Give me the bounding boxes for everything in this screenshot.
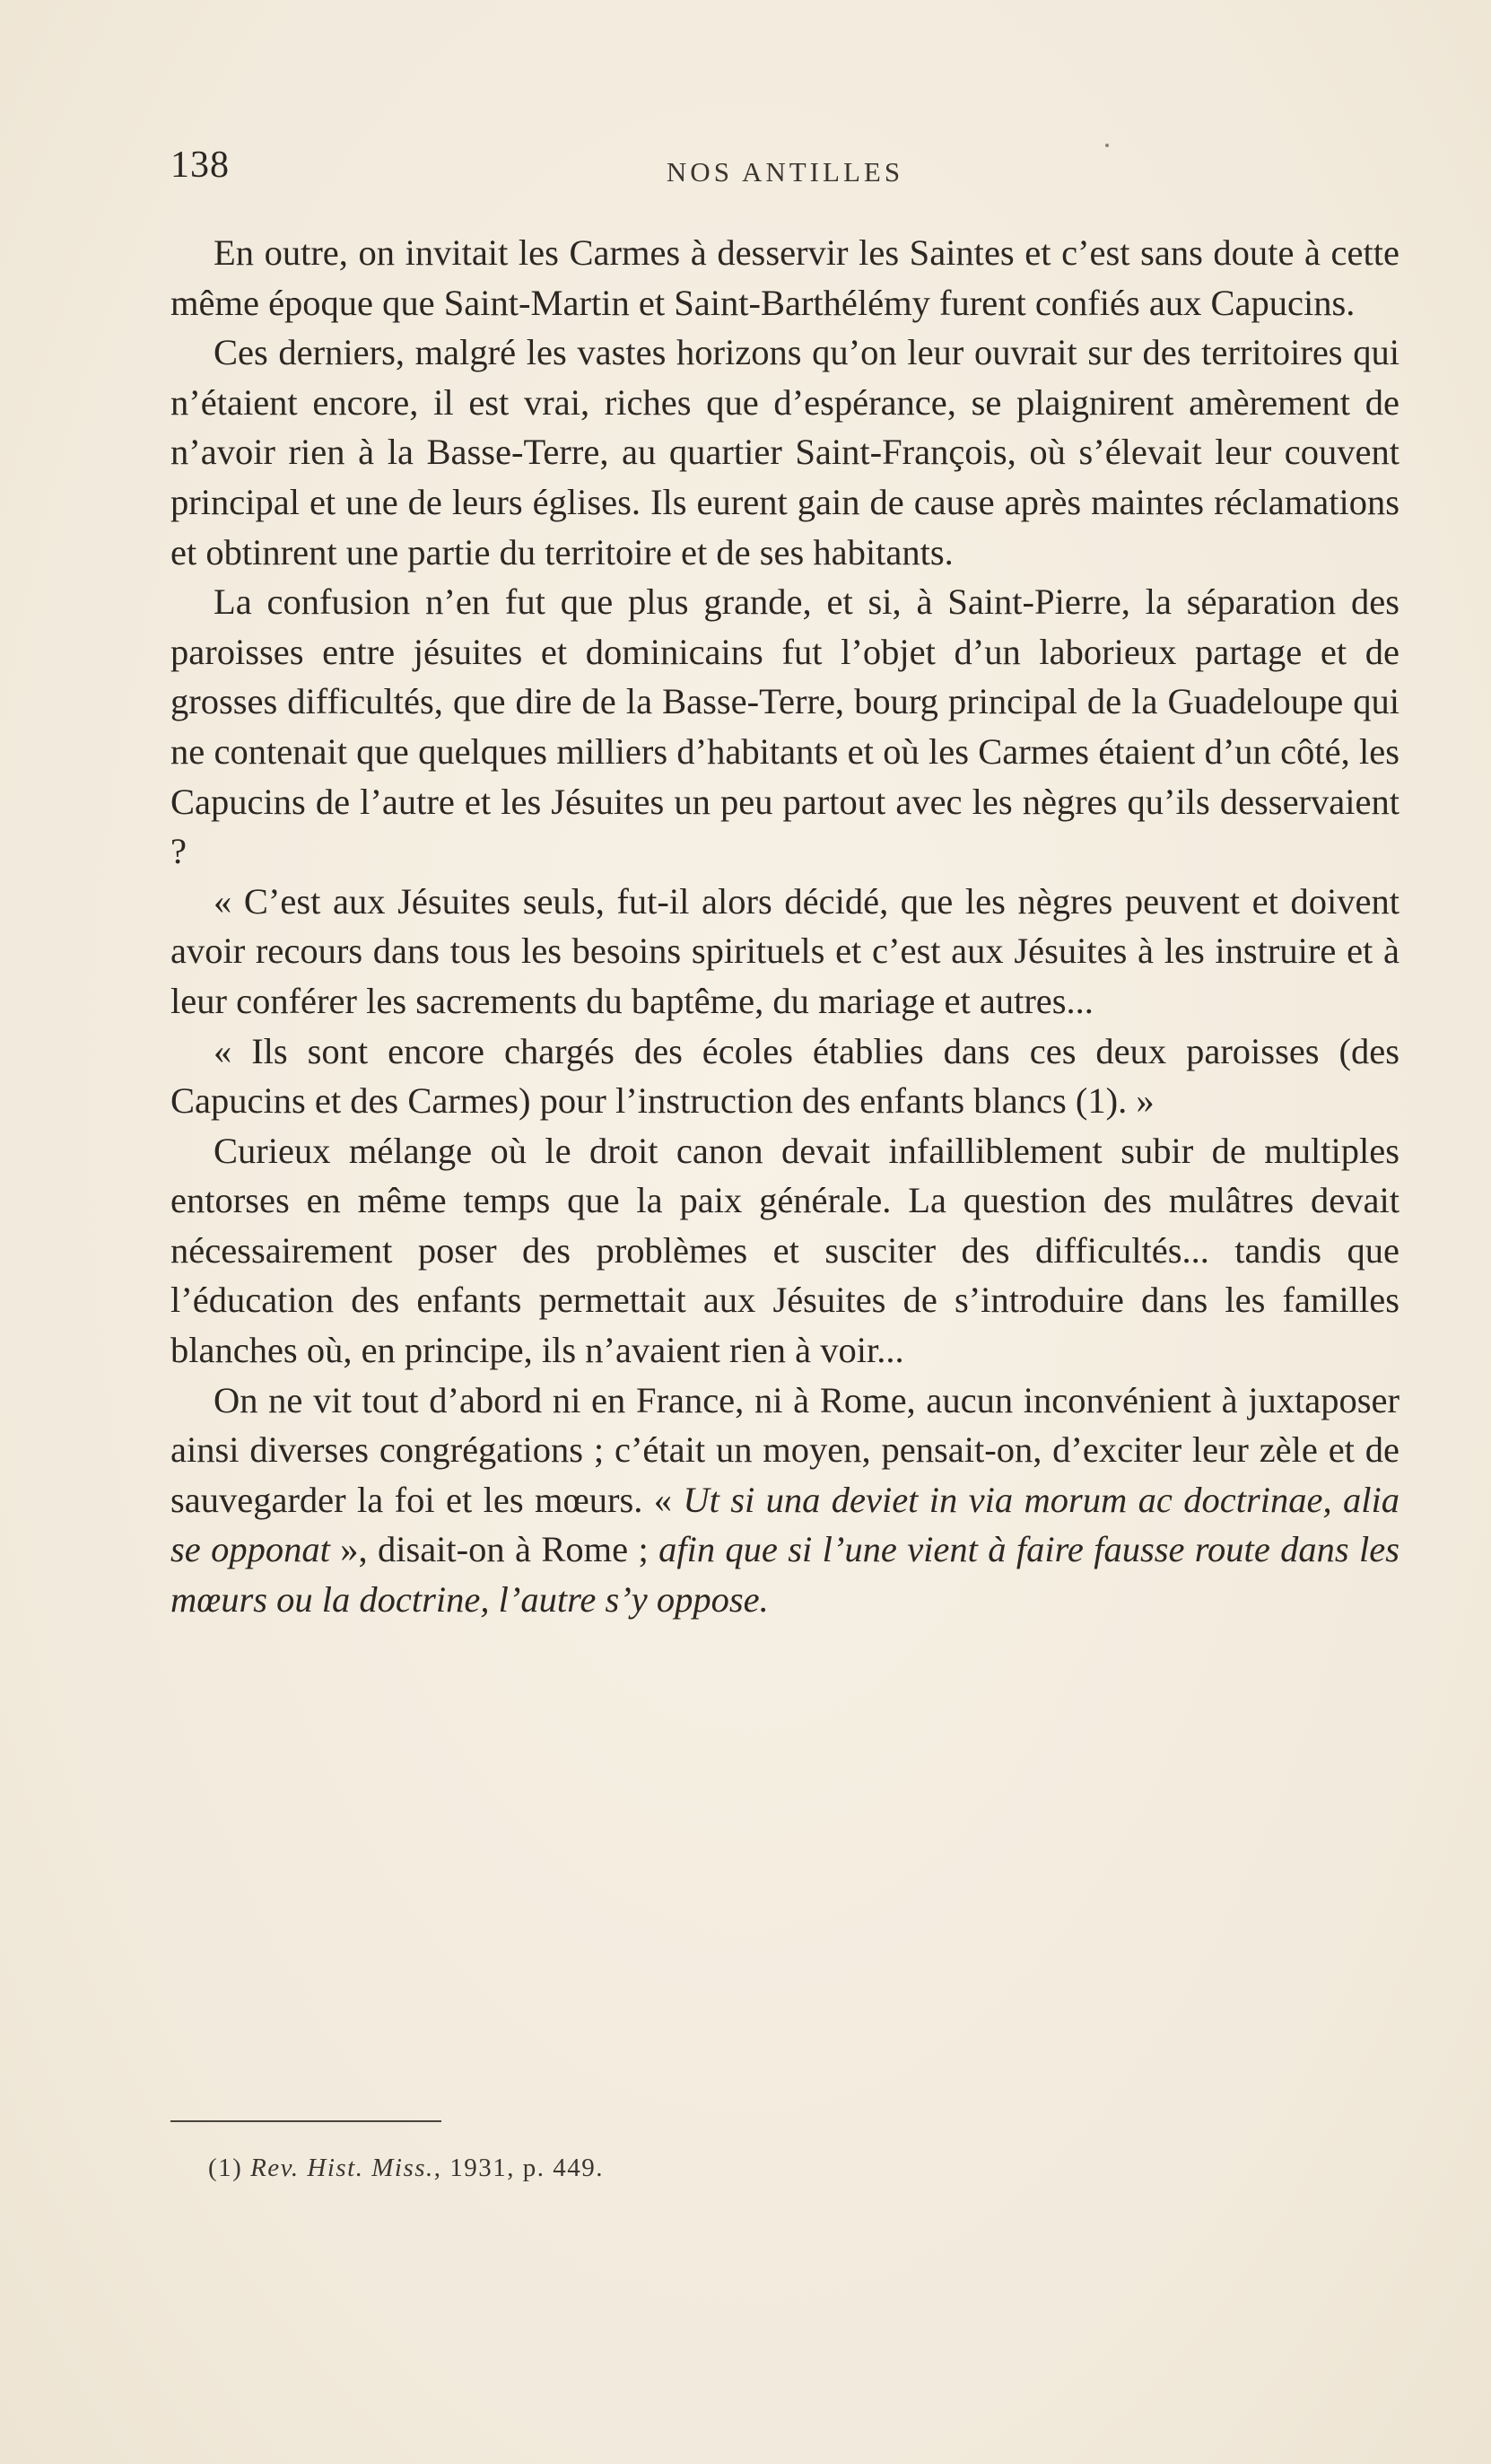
footnote-details: , 1931, p. 449.: [433, 2154, 605, 2182]
running-title: NOS ANTILLES: [666, 156, 904, 188]
final-paragraph: [170, 1376, 1399, 1625]
page-number: 138: [170, 144, 230, 186]
french-translation: afin que si l’une vient à faire fausse route dans les mœurs ou la doctrine, l’autre s’y oppose.: [170, 1529, 1399, 1621]
paragraph: « Ils sont encore chargés des écoles établies dans ces deux paroisses (des Capucins et des Carmes) pour l’instruction des enfants blancs (1). »: [170, 1030, 1399, 1122]
footnote: [208, 2154, 604, 2183]
footnote-divider: [170, 2120, 441, 2122]
paragraph: Ces derniers, malgré les vastes horizons qu’on leur ouvrait sur des territoires qui n’étaient encore, il est vrai, riches que d’espérance, se plaignirent amèrement de n’avoir rien à la Basse-Terre, au quartier Saint-François, où s’élevait leur couvent principal et une de leurs églises. Ils eurent gain de cause après maintes réclamations et obtinrent une partie du territoire et de ses habitants.: [170, 332, 1399, 572]
paragraph: La confusion n’en fut que plus grande, et si, à Saint-Pierre, la séparation des paroisses entre jésuites et dominicains fut l’objet d’un laborieux partage et de grosses difficultés, que dire de la Basse-Terre, bourg principal de la Guadeloupe qui ne contenait que quelques milliers d’habitants et où les Carmes étaient d’un côté, les Capucins de l’autre et les Jésuites un peu partout avec les nègres qu’ils desservaient ?: [170, 581, 1399, 872]
final-paragraph-text: On ne vit tout d’abord ni en France, ni à Rome, aucun inconvénient à juxtaposer ainsi diverses congrégations ; c’était un moyen, pensait-on, d’exciter leur zèle et de sauvegarder la foi et les mœurs. «: [170, 1379, 1399, 1520]
paragraph: « C’est aux Jésuites seuls, fut-il alors décidé, que les nègres peuvent et doivent avoir recours dans tous les besoins spirituels et c’est aux Jésuites à les instruire et à leur conférer les sacrements du baptême, du mariage et autres...: [170, 880, 1399, 1021]
running-head: [170, 144, 1399, 197]
footnote-marker: (1): [208, 2154, 251, 2182]
footnote-source: Rev. Hist. Miss.: [250, 2154, 434, 2182]
final-paragraph-text: », disait-on à Rome ;: [329, 1529, 659, 1570]
paragraph: En outre, on invitait les Carmes à desservir les Saintes et c’est sans doute à cette même époque que Saint-Martin et Saint-Barthélémy furent confiés aux Capucins.: [170, 232, 1399, 323]
latin-quotation: Ut si una deviet in via morum ac doctrinae, alia se opponat: [170, 1479, 1399, 1570]
paragraph: Curieux mélange où le droit canon devait infailliblement subir de multiples entorses en même temps que la paix générale. La question des mulâtres devait nécessairement poser des problèmes et susciter des difficultés... tandis que l’éducation des enfants permettait aux Jésuites de s’introduire dans les familles blanches où, en principe, ils n’avaient rien à voir...: [170, 1130, 1399, 1371]
body-text: [170, 228, 1399, 1625]
